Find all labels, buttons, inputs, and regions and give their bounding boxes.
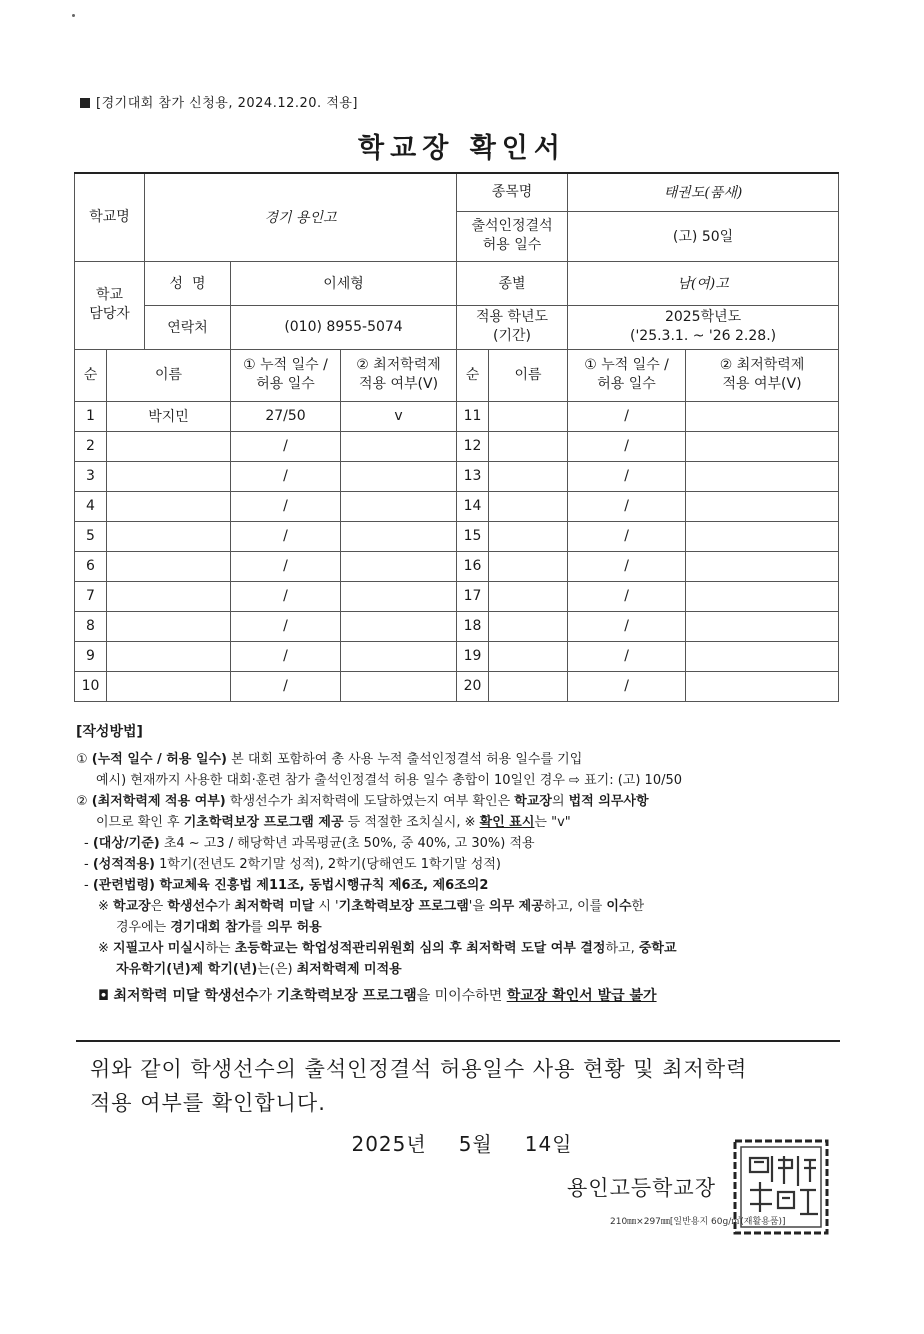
row-no: 3 <box>75 461 107 491</box>
remark-1 <box>76 896 856 917</box>
note-2-text: 학생선수가 최저학력에 도달하였는지 여부 확인은 <box>225 794 515 809</box>
final-notice-icon: ◘ <box>98 988 114 1004</box>
row-days: / <box>231 431 341 461</box>
note-2-program: 기초학력보장 프로그램 제공 <box>183 815 344 830</box>
row-days: 27/50 <box>231 401 341 431</box>
remark-2-marker: ※ <box>98 941 114 956</box>
final-notice-result: 학교장 확인서 발급 불가 <box>506 988 657 1004</box>
table-row <box>75 521 839 551</box>
table-row <box>75 671 839 701</box>
instructions-section <box>76 722 856 1007</box>
staff-name-value: 이세형 <box>231 261 457 305</box>
note-1-example: 예시) 현재까지 사용한 대회·훈련 참가 출석인정결석 허용 일수 총합이 10일인 경우 ⇨ 표기: (고) 10/50 <box>96 773 683 788</box>
table-row <box>75 401 839 431</box>
detail-grades <box>76 854 856 875</box>
final-notice-student: 최저학력 미달 학생선수 <box>113 988 259 1004</box>
row-days: / <box>231 641 341 671</box>
row-name <box>107 491 231 521</box>
row-min <box>686 611 839 641</box>
note-2-cont <box>76 812 856 833</box>
school-name-value: 경기 용인고 <box>145 173 457 261</box>
year-label <box>457 305 568 349</box>
note-2 <box>76 791 856 812</box>
sport-label: 종목명 <box>457 173 568 211</box>
row-days: / <box>568 401 686 431</box>
row-no: 20 <box>457 671 489 701</box>
year-text: 2025학년도 <box>664 309 742 325</box>
col-min-right-line2: 적용 여부(V) <box>722 376 802 392</box>
note-1-title: (누적 일수 / 허용 일수) <box>91 752 227 767</box>
table-row <box>75 551 839 581</box>
note-1-text: 본 대회 포함하여 총 사용 누적 출석인정결석 허용 일수를 기입 <box>227 752 583 767</box>
remark-2-notapplied: 최저학력제 미적용 <box>296 962 402 977</box>
remark-1-p4: '을 <box>468 899 490 914</box>
remark-2-p2: 하고, <box>605 941 639 956</box>
remark-1-principal: 학교장 <box>113 899 151 914</box>
detail-law-text: (관련법령) 학교체육 진흥법 제11조, 동법시행규칙 제6조, 제6조의2 <box>92 878 489 893</box>
row-name <box>489 491 568 521</box>
note-2-cont-b: 등 적절한 조치실시, ※ <box>343 815 480 830</box>
row-no: 18 <box>457 611 489 641</box>
row-name <box>489 461 568 491</box>
year-label-line1: 적용 학년도 <box>476 309 549 325</box>
row-name <box>107 581 231 611</box>
year-value <box>568 305 839 349</box>
section-divider <box>76 1040 840 1042</box>
school-name-label: 학교명 <box>75 173 145 261</box>
detail-target-dash: - <box>84 836 93 851</box>
col-min-left <box>341 349 457 401</box>
paper-spec-note: 210㎜×297㎜[일반용지 60g/㎡(재활용품)] <box>610 1217 786 1227</box>
row-no: 12 <box>457 431 489 461</box>
confirmation-statement <box>90 1052 850 1120</box>
row-min <box>341 641 457 671</box>
row-min <box>341 551 457 581</box>
final-notice-program: 기초학력보장 프로그램 <box>276 988 417 1004</box>
form-reference-text: [경기대회 참가 신청용, 2024.12.20. 적용] <box>96 96 359 111</box>
row-days: / <box>568 491 686 521</box>
table-row <box>75 491 839 521</box>
detail-law-dash: - <box>84 878 93 893</box>
row-name <box>489 581 568 611</box>
row-name <box>107 461 231 491</box>
date-month: 5월 <box>458 1132 493 1156</box>
remark-2-middle: 중학교 <box>638 941 677 956</box>
row-no: 17 <box>457 581 489 611</box>
row-no: 11 <box>457 401 489 431</box>
remark-2-p3: 는(은) <box>257 962 297 977</box>
contact-value: (010) 8955-5074 <box>231 305 457 349</box>
square-bullet-icon <box>80 98 90 108</box>
row-name: 박지민 <box>107 401 231 431</box>
row-no: 7 <box>75 581 107 611</box>
row-no: 13 <box>457 461 489 491</box>
row-min <box>341 491 457 521</box>
row-name <box>107 521 231 551</box>
row-min <box>686 551 839 581</box>
confirmation-line-2: 적용 여부를 확인합니다. <box>90 1091 326 1115</box>
gender-label: 종별 <box>457 261 568 305</box>
col-min-left-line2: 적용 여부(V) <box>358 376 439 392</box>
remark-2-p1: 하는 <box>205 941 235 956</box>
allowed-days-label-line1: 출석인정결석 <box>471 218 553 234</box>
note-2-marker: ② <box>76 794 92 809</box>
column-header-row <box>75 349 839 401</box>
row-name <box>107 611 231 641</box>
row-days: / <box>568 611 686 641</box>
table-row <box>75 581 839 611</box>
allowed-days-label-line2: 허용 일수 <box>482 237 542 253</box>
gender-value: 남(여)고 <box>568 261 839 305</box>
row-days: / <box>568 521 686 551</box>
row-days: / <box>231 581 341 611</box>
remark-1-p2: 가 <box>217 899 235 914</box>
row-no: 8 <box>75 611 107 641</box>
row-no: 2 <box>75 431 107 461</box>
remark-1-p8: 를 <box>250 920 267 935</box>
col-seq-right: 순 <box>457 349 489 401</box>
row-min: v <box>341 401 457 431</box>
row-no: 16 <box>457 551 489 581</box>
row-no: 15 <box>457 521 489 551</box>
table-row <box>75 641 839 671</box>
remark-2-cont <box>76 959 856 980</box>
row-days: / <box>568 641 686 671</box>
row-no: 6 <box>75 551 107 581</box>
detail-target-text: 초4 ~ 고3 / 해당학년 과목평균(초 50%, 중 40%, 고 30%) 적용 <box>159 836 535 851</box>
table-row <box>75 611 839 641</box>
note-1-marker: ① <box>76 752 92 767</box>
remark-2 <box>76 938 856 959</box>
row-min <box>341 581 457 611</box>
row-name <box>107 671 231 701</box>
name-label: 성 명 <box>145 261 231 305</box>
row-min <box>341 431 457 461</box>
note-1 <box>76 749 856 770</box>
row-days: / <box>568 461 686 491</box>
remark-1-p5: 하고, 이를 <box>543 899 607 914</box>
row-name <box>489 401 568 431</box>
row-no: 4 <box>75 491 107 521</box>
col-days-left-line2: 허용 일수 <box>256 376 315 392</box>
principal-signature-line: 용인고등학교장 <box>567 1176 717 1200</box>
row-name <box>107 641 231 671</box>
final-notice-p1: 가 <box>258 988 277 1004</box>
detail-target-title: (대상/기준) <box>92 836 160 851</box>
row-min <box>341 461 457 491</box>
row-days: / <box>568 581 686 611</box>
remark-1-below: 최저학력 미달 <box>234 899 315 914</box>
col-days-left-line1: ① 누적 일수 / <box>243 357 328 373</box>
remark-1-marker: ※ <box>98 899 114 914</box>
row-name <box>489 641 568 671</box>
staff-label <box>75 261 145 349</box>
col-days-right-line2: 허용 일수 <box>597 376 656 392</box>
row-name <box>489 611 568 641</box>
col-min-right <box>686 349 839 401</box>
row-min <box>686 431 839 461</box>
allowed-days-value: (고) 50일 <box>568 211 839 261</box>
period-text: ('25.3.1. ~ '26 2.28.) <box>629 328 777 344</box>
row-name <box>489 671 568 701</box>
table-row <box>75 431 839 461</box>
instructions-heading: [작성방법] <box>76 724 143 740</box>
note-2-title: (최저학력제 적용 여부) <box>91 794 226 809</box>
confirmation-table <box>74 172 839 702</box>
col-min-left-line1: ② 최저학력제 <box>356 357 441 373</box>
row-days: / <box>231 611 341 641</box>
note-2-principal: 학교장 <box>514 794 552 809</box>
scan-speck <box>72 14 75 17</box>
detail-law <box>76 875 856 896</box>
row-min <box>686 521 839 551</box>
final-notice-p2: 을 미이수하면 <box>416 988 507 1004</box>
confirmation-line-1: 위와 같이 학생선수의 출석인정결석 허용일수 사용 현황 및 최저학력 <box>90 1057 748 1081</box>
form-reference <box>80 92 358 111</box>
row-no: 19 <box>457 641 489 671</box>
final-notice <box>76 986 856 1007</box>
remark-1-complete: 이수 <box>606 899 632 914</box>
row-name <box>107 431 231 461</box>
row-min <box>686 641 839 671</box>
row-min <box>686 461 839 491</box>
sport-value: 태권도(품새) <box>568 173 839 211</box>
col-days-right-line1: ① 누적 일수 / <box>584 357 669 373</box>
row-name <box>489 551 568 581</box>
row-no: 14 <box>457 491 489 521</box>
page-title: 학교장 확인서 <box>358 133 566 164</box>
col-days-right <box>568 349 686 401</box>
row-days: / <box>231 461 341 491</box>
note-2-cont-a: 이므로 확인 후 <box>96 815 184 830</box>
remark-1-program: 기초학력보장 프로그램 <box>338 899 469 914</box>
allowed-days-label <box>457 211 568 261</box>
remark-1-provide: 의무 제공 <box>489 899 544 914</box>
note-2-mark-label: 확인 표시 <box>479 815 535 830</box>
remark-1-cont <box>76 917 856 938</box>
staff-label-line2: 담당자 <box>89 306 130 322</box>
remark-2-free-semester: 자유학기(년)제 학기(년) <box>116 962 258 977</box>
remark-1-allow: 의무 허용 <box>266 920 322 935</box>
remark-1-p6: 한 <box>631 899 645 914</box>
row-min <box>686 671 839 701</box>
row-days: / <box>231 521 341 551</box>
remark-1-p1: 은 <box>150 899 168 914</box>
row-no: 9 <box>75 641 107 671</box>
detail-grades-dash: - <box>84 857 93 872</box>
detail-grades-title: (성적적용) <box>92 857 155 872</box>
detail-grades-text: 1학기(전년도 2학기말 성적), 2학기(당해연도 1학기말 성적) <box>154 857 501 872</box>
col-min-right-line1: ② 최저학력제 <box>719 357 805 373</box>
row-name <box>489 431 568 461</box>
year-label-line2: (기간) <box>493 328 532 344</box>
note-2-mark-value: 는 "v" <box>534 815 571 830</box>
row-no: 10 <box>75 671 107 701</box>
detail-target <box>76 833 856 854</box>
staff-label-line1: 학교 <box>95 287 124 303</box>
remark-2-noexam: 지필고사 미실시 <box>113 941 206 956</box>
row-min <box>341 611 457 641</box>
table-row <box>75 461 839 491</box>
row-no: 1 <box>75 401 107 431</box>
remark-1-p7: 경우에는 <box>116 920 171 935</box>
remark-1-competition: 경기대회 참가 <box>170 920 251 935</box>
note-2-duty: 법적 의무사항 <box>568 794 649 809</box>
row-min <box>341 671 457 701</box>
remark-1-student: 학생선수 <box>167 899 218 914</box>
row-days: / <box>568 551 686 581</box>
row-no: 5 <box>75 521 107 551</box>
date-year: 2025년 <box>351 1132 427 1156</box>
row-days: / <box>231 491 341 521</box>
date-day: 14일 <box>524 1132 573 1156</box>
col-name-left: 이름 <box>107 349 231 401</box>
col-days-left <box>231 349 341 401</box>
row-days: / <box>568 671 686 701</box>
row-days: / <box>231 671 341 701</box>
row-name <box>107 551 231 581</box>
col-seq-left: 순 <box>75 349 107 401</box>
row-min <box>686 401 839 431</box>
row-days: / <box>231 551 341 581</box>
remark-2-elementary: 초등학교는 학업성적관리위원회 심의 후 최저학력 도달 여부 결정 <box>234 941 606 956</box>
row-min <box>686 581 839 611</box>
row-days: / <box>568 431 686 461</box>
col-name-right: 이름 <box>489 349 568 401</box>
row-min <box>341 521 457 551</box>
row-name <box>489 521 568 551</box>
remark-1-p3: 시 ' <box>314 899 339 914</box>
contact-label: 연락처 <box>145 305 231 349</box>
row-min <box>686 491 839 521</box>
note-2-particle: 의 <box>551 794 569 809</box>
